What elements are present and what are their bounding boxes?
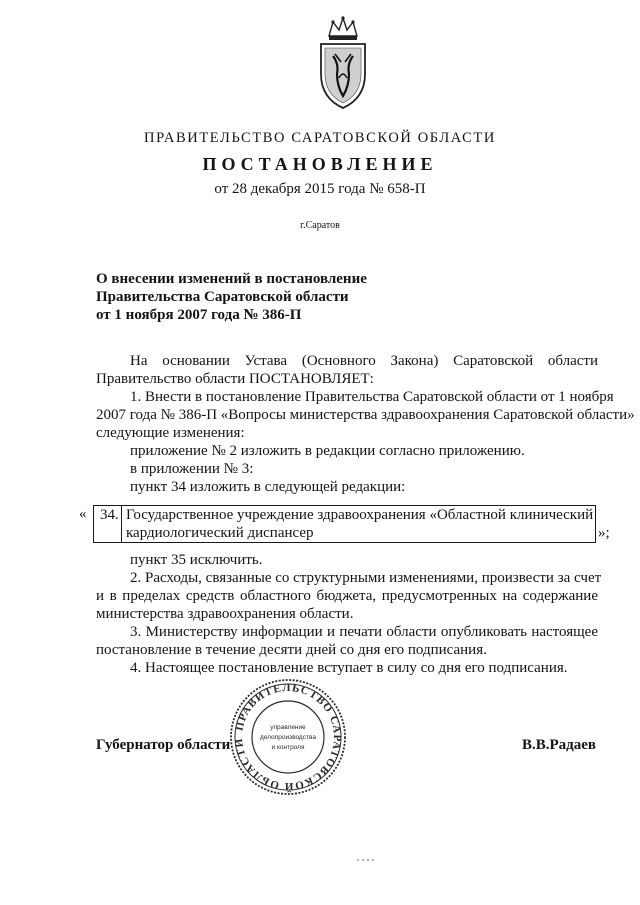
body-line: На основании Устава (Основного Закона) Саратовской области bbox=[130, 353, 598, 369]
amendment-text-line: кардиологический диспансер bbox=[126, 525, 314, 541]
document-subject bbox=[96, 270, 367, 324]
body-line: приложение № 2 изложить в редакции согласно приложению. bbox=[130, 443, 525, 459]
close-quote: »; bbox=[598, 525, 610, 541]
seal-ring-text: ПРАВИТЕЛЬСТВО САРАТОВСКОЙ ОБЛАСТИ bbox=[232, 681, 344, 793]
amendment-number: 34. bbox=[94, 506, 122, 542]
body-line: Правительство области ПОСТАНОВЛЯЕТ: bbox=[96, 371, 374, 387]
body-line: 4. Настоящее постановление вступает в силу со дня его подписания. bbox=[130, 660, 568, 676]
amendment-text-line: Государственное учреждение здравоохранения «Областной клинический bbox=[126, 507, 594, 523]
body-line: пункт 35 исключить. bbox=[130, 552, 263, 568]
document-city: г.Саратов bbox=[300, 220, 340, 231]
body-line: следующие изменения: bbox=[96, 425, 245, 441]
seal-inner-line: управление bbox=[270, 724, 306, 731]
subject-line: О внесении изменений в постановление bbox=[96, 271, 367, 287]
body-line: постановление в течение десяти дней со дня его подписания. bbox=[96, 642, 487, 658]
body-line: в приложении № 3: bbox=[130, 461, 254, 477]
seal-inner-line: делопроизводства bbox=[260, 734, 316, 741]
signature-name: В.В.Радаев bbox=[522, 737, 597, 753]
amendment-table-row bbox=[93, 505, 596, 543]
seal-inner-line: и контроля bbox=[271, 744, 305, 751]
footer-scan-mark bbox=[356, 858, 376, 862]
subject-line: Правительства Саратовской области bbox=[96, 289, 349, 305]
body-line: пункт 34 изложить в следующей редакции: bbox=[130, 479, 406, 495]
body-line: 2007 года № 386-П «Вопросы министерства здравоохранения Саратовской области» bbox=[96, 407, 635, 423]
government-name: ПРАВИТЕЛЬСТВО САРАТОВСКОЙ ОБЛАСТИ bbox=[144, 130, 496, 146]
body-line: 3. Министерству информации и печати области опубликовать настоящее bbox=[130, 624, 598, 640]
open-quote: « bbox=[79, 506, 87, 522]
document-title: ПОСТАНОВЛЕНИЕ bbox=[202, 154, 438, 174]
coat-of-arms-emblem bbox=[315, 12, 371, 112]
document-date-number: от 28 декабря 2015 года № 658-П bbox=[214, 181, 426, 197]
amendment-text bbox=[126, 506, 594, 542]
body-line: 1. Внести в постановление Правительства Саратовской области от 1 ноября bbox=[130, 389, 614, 405]
body-line: 2. Расходы, связанные со структурными изменениями, произвести за счет bbox=[130, 570, 602, 586]
body-line: и в пределах средств областного бюджета, предусмотренных на содержание bbox=[96, 588, 598, 604]
body-line: министерства здравоохранения области. bbox=[96, 606, 354, 622]
official-seal-stamp bbox=[228, 677, 348, 797]
subject-line: от 1 ноября 2007 года № 386-П bbox=[96, 307, 302, 323]
signature-role: Губернатор области bbox=[96, 737, 231, 753]
